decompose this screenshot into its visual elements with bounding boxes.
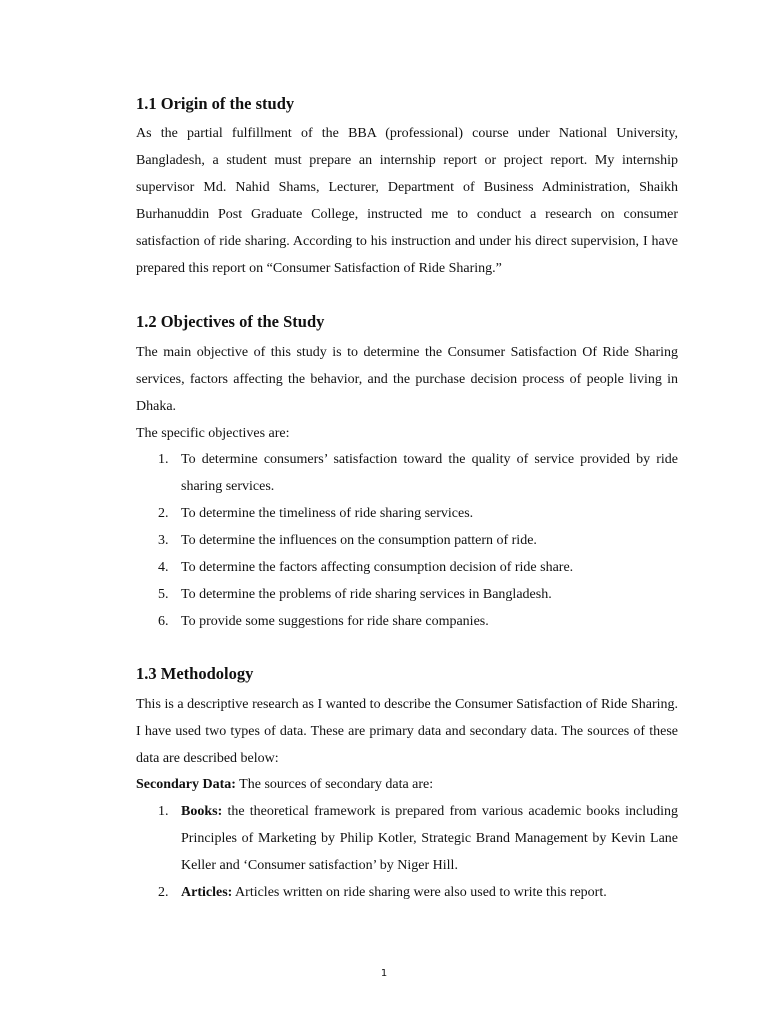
page-number: 1 <box>380 968 388 979</box>
list-item-objective <box>136 608 678 635</box>
list-number: 2. <box>158 506 169 521</box>
source-label: Articles: <box>181 885 233 900</box>
specific-objectives-intro: The specific objectives are: <box>136 426 290 441</box>
list-item-text: To determine the factors affecting consumption decision of ride share. <box>181 560 574 575</box>
list-number: 2. <box>158 885 169 900</box>
list-item-text: To determine the influences on the consumption pattern of ride. <box>181 533 537 548</box>
list-number: 1. <box>158 452 169 467</box>
secondary-data-intro <box>136 771 678 798</box>
paragraph-origin-of-study: As the partial fulfillment of the BBA (professional) course under National University, Bangladesh, a student must prepare an internship report or project report. My internship supervisor Md. Nahid Shams, Lecturer, Department of Business Administration, Shaikh Burhanuddin Post Graduate College, instructed me to conduct a research on consumer satisfaction of ride sharing. According to his instruction and under his direct supervision, I have prepared this report on “Consumer Satisfaction of Ride Sharing.” <box>136 126 678 276</box>
paragraph-main-objective: The main objective of this study is to determine the Consumer Satisfaction Of Ride Sharing services, factors affecting the behavior, and the purchase decision process of people living in Dhaka. <box>136 345 678 414</box>
heading-origin-of-study: 1.1 Origin of the study <box>136 94 295 113</box>
list-number: 4. <box>158 560 169 575</box>
secondary-data-label: Secondary Data: <box>136 777 236 792</box>
list-item-objective <box>136 554 678 581</box>
secondary-sources-list <box>136 798 678 906</box>
source-text: Articles written on ride sharing were also used to write this report. <box>232 885 607 900</box>
heading-methodology: 1.3 Methodology <box>136 664 254 683</box>
list-item-objective <box>136 527 678 554</box>
list-number: 1. <box>158 804 169 819</box>
list-item-text: To determine the timeliness of ride sharing services. <box>181 506 474 521</box>
heading-objectives-of-study: 1.2 Objectives of the Study <box>136 312 325 331</box>
list-item-text: To determine the problems of ride sharing services in Bangladesh. <box>181 587 552 602</box>
source-text: the theoretical framework is prepared from various academic books including Principles of Marketing by Philip Kotler, Strategic Brand Management by Kevin Lane Keller and ‘Consumer satisfaction’ by Niger Hill. <box>181 804 678 873</box>
list-number: 5. <box>158 587 169 602</box>
source-label: Books: <box>181 804 223 819</box>
list-item-text: To provide some suggestions for ride share companies. <box>181 614 489 629</box>
list-item-objective <box>136 446 678 500</box>
secondary-data-text: The sources of secondary data are: <box>235 777 434 792</box>
list-item-source <box>136 879 678 906</box>
list-number: 6. <box>158 614 169 629</box>
list-item-source <box>136 798 678 879</box>
paragraph-methodology: This is a descriptive research as I wanted to describe the Consumer Satisfaction of Ride Sharing. I have used two types of data. These are primary data and secondary data. The sources of these data are described below: <box>136 697 678 766</box>
objectives-list <box>136 446 678 635</box>
list-item-objective <box>136 581 678 608</box>
list-item-objective <box>136 500 678 527</box>
list-number: 3. <box>158 533 169 548</box>
list-item-text: To determine consumers’ satisfaction toward the quality of service provided by ride sharing services. <box>181 452 678 494</box>
